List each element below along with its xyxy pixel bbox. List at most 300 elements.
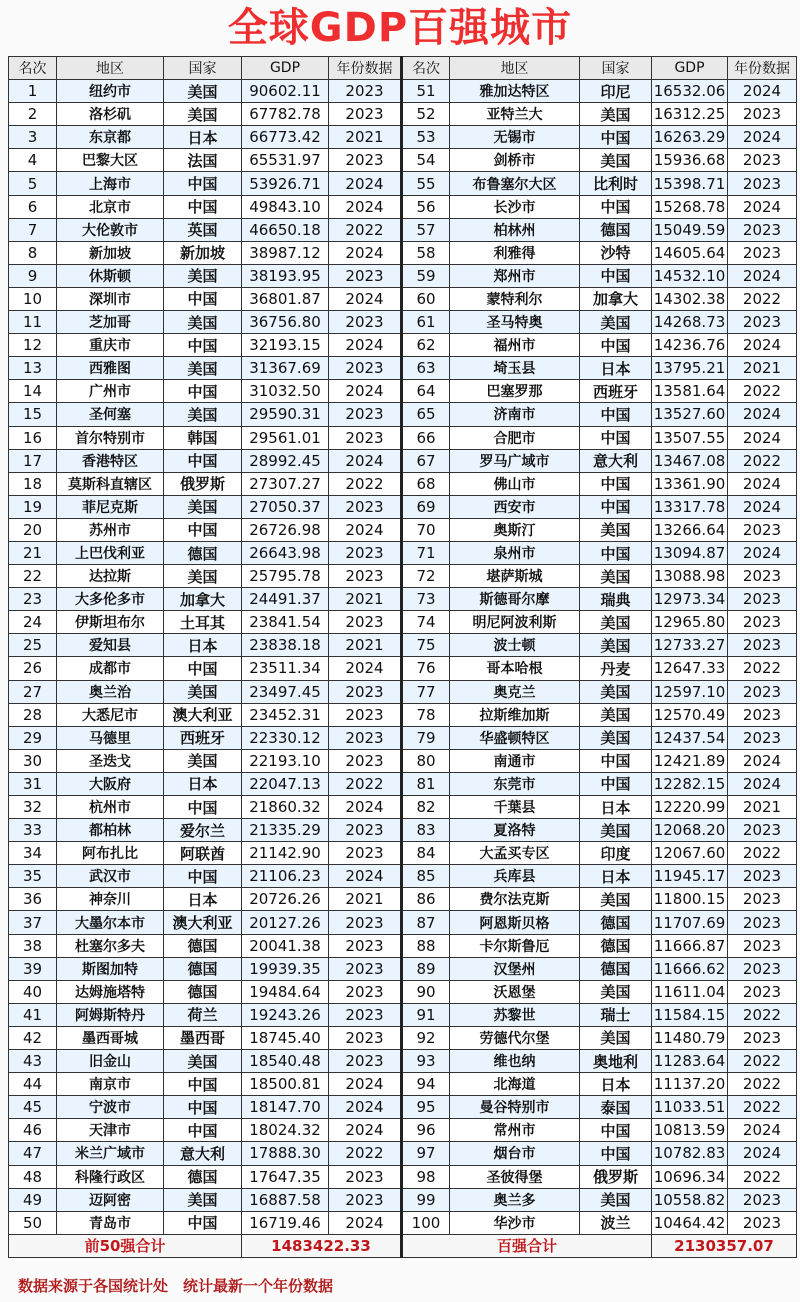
cell-country: 德国: [164, 541, 242, 564]
header-rank: 名次: [402, 57, 450, 80]
cell-country: 德国: [164, 1165, 242, 1188]
cell-year: 2023: [728, 703, 797, 726]
cell-gdp: 13361.90: [652, 472, 728, 495]
cell-gdp: 13581.64: [652, 380, 728, 403]
table-body: [9, 80, 797, 1235]
cell-gdp: 12973.34: [652, 588, 728, 611]
cell-gdp: 31367.69: [242, 357, 329, 380]
table-row: [9, 103, 797, 126]
cell-gdp: 12965.80: [652, 611, 728, 634]
cell-region: 亚特兰大: [450, 103, 580, 126]
cell-rank: 18: [9, 472, 57, 495]
cell-year: 2022: [329, 472, 402, 495]
cell-region: 奥兰多: [450, 1188, 580, 1211]
cell-region: 千葉县: [450, 796, 580, 819]
table-row: [9, 126, 797, 149]
cell-country: 中国: [164, 1096, 242, 1119]
cell-gdp: 12733.27: [652, 634, 728, 657]
cell-country: 中国: [580, 126, 652, 149]
cell-country: 美国: [580, 888, 652, 911]
cell-year: 2022: [728, 657, 797, 680]
cell-country: 德国: [580, 911, 652, 934]
cell-rank: 34: [9, 842, 57, 865]
table-row: [9, 472, 797, 495]
cell-gdp: 38193.95: [242, 264, 329, 287]
cell-region: 郑州市: [450, 264, 580, 287]
table-row: [9, 634, 797, 657]
cell-gdp: 31032.50: [242, 380, 329, 403]
cell-region: 青岛市: [57, 1211, 164, 1234]
cell-region: 罗马广域市: [450, 449, 580, 472]
cell-year: 2023: [728, 1188, 797, 1211]
table-row: [9, 495, 797, 518]
cell-year: 2021: [329, 126, 402, 149]
cell-region: 达拉斯: [57, 565, 164, 588]
cell-country: 西班牙: [580, 380, 652, 403]
cell-gdp: 10558.82: [652, 1188, 728, 1211]
table-row: [9, 357, 797, 380]
cell-gdp: 18745.40: [242, 1026, 329, 1049]
cell-region: 西雅图: [57, 357, 164, 380]
cell-rank: 78: [402, 703, 450, 726]
table-row: [9, 1119, 797, 1142]
cell-year: 2024: [329, 241, 402, 264]
cell-rank: 20: [9, 518, 57, 541]
cell-region: 菲尼克斯: [57, 495, 164, 518]
cell-country: 墨西哥: [164, 1026, 242, 1049]
cell-gdp: 13795.21: [652, 357, 728, 380]
cell-rank: 24: [9, 611, 57, 634]
top100-total-label: 百强合计: [402, 1234, 652, 1257]
cell-year: 2024: [329, 172, 402, 195]
cell-gdp: 15049.59: [652, 218, 728, 241]
cell-year: 2023: [728, 241, 797, 264]
cell-country: 印度: [580, 842, 652, 865]
cell-region: 大伦敦市: [57, 218, 164, 241]
cell-country: 中国: [580, 1142, 652, 1165]
cell-region: 阿布扎比: [57, 842, 164, 865]
cell-country: 印尼: [580, 80, 652, 103]
cell-gdp: 36801.87: [242, 287, 329, 310]
cell-rank: 2: [9, 103, 57, 126]
cell-country: 美国: [580, 634, 652, 657]
cell-region: 科隆行政区: [57, 1165, 164, 1188]
cell-year: 2023: [329, 495, 402, 518]
cell-rank: 54: [402, 149, 450, 172]
cell-year: 2024: [728, 495, 797, 518]
cell-country: 奥地利: [580, 1050, 652, 1073]
cell-year: 2023: [329, 103, 402, 126]
cell-year: 2021: [329, 634, 402, 657]
cell-region: 大多伦多市: [57, 588, 164, 611]
top100-total-value: 2130357.07: [652, 1234, 797, 1257]
cell-rank: 45: [9, 1096, 57, 1119]
cell-year: 2022: [329, 218, 402, 241]
cell-year: 2024: [329, 287, 402, 310]
cell-country: 美国: [164, 311, 242, 334]
cell-gdp: 12282.15: [652, 772, 728, 795]
cell-gdp: 14605.64: [652, 241, 728, 264]
cell-year: 2023: [728, 911, 797, 934]
cell-region: 圣何塞: [57, 403, 164, 426]
cell-gdp: 14236.76: [652, 334, 728, 357]
table-row: [9, 426, 797, 449]
cell-region: 卡尔斯鲁厄: [450, 934, 580, 957]
cell-gdp: 12437.54: [652, 726, 728, 749]
cell-rank: 73: [402, 588, 450, 611]
cell-country: 中国: [164, 449, 242, 472]
cell-rank: 62: [402, 334, 450, 357]
cell-gdp: 15936.68: [652, 149, 728, 172]
cell-rank: 75: [402, 634, 450, 657]
cell-country: 俄罗斯: [164, 472, 242, 495]
cell-rank: 77: [402, 680, 450, 703]
cell-year: 2023: [329, 1003, 402, 1026]
cell-region: 剑桥市: [450, 149, 580, 172]
cell-gdp: 11480.79: [652, 1026, 728, 1049]
cell-region: 墨西哥城: [57, 1026, 164, 1049]
cell-region: 圣彼得堡: [450, 1165, 580, 1188]
table-row: [9, 380, 797, 403]
cell-region: 洛杉矶: [57, 103, 164, 126]
cell-year: 2024: [728, 772, 797, 795]
cell-country: 中国: [580, 541, 652, 564]
cell-year: 2023: [329, 680, 402, 703]
cell-year: 2024: [728, 403, 797, 426]
cell-country: 美国: [164, 495, 242, 518]
cell-year: 2021: [728, 796, 797, 819]
cell-gdp: 12647.33: [652, 657, 728, 680]
table-row: [9, 1188, 797, 1211]
cell-region: 阿姆斯特丹: [57, 1003, 164, 1026]
cell-region: 苏黎世: [450, 1003, 580, 1026]
cell-country: 美国: [164, 565, 242, 588]
cell-country: 法国: [164, 149, 242, 172]
header-region: 地区: [57, 57, 164, 80]
cell-region: 波士顿: [450, 634, 580, 657]
cell-year: 2024: [329, 518, 402, 541]
cell-gdp: 32193.15: [242, 334, 329, 357]
cell-country: 中国: [164, 380, 242, 403]
cell-year: 2024: [728, 264, 797, 287]
cell-year: 2023: [329, 264, 402, 287]
cell-rank: 79: [402, 726, 450, 749]
cell-gdp: 17888.30: [242, 1142, 329, 1165]
cell-gdp: 12421.89: [652, 749, 728, 772]
table-row: [9, 1050, 797, 1073]
cell-rank: 16: [9, 426, 57, 449]
cell-region: 奥克兰: [450, 680, 580, 703]
cell-year: 2024: [329, 449, 402, 472]
cell-region: 西安市: [450, 495, 580, 518]
cell-gdp: 13317.78: [652, 495, 728, 518]
cell-rank: 58: [402, 241, 450, 264]
cell-region: 利雅得: [450, 241, 580, 264]
cell-region: 神奈川: [57, 888, 164, 911]
cell-year: 2024: [728, 1119, 797, 1142]
cell-region: 福州市: [450, 334, 580, 357]
cell-region: 深圳市: [57, 287, 164, 310]
cell-country: 德国: [580, 218, 652, 241]
cell-gdp: 11666.62: [652, 957, 728, 980]
cell-rank: 38: [9, 934, 57, 957]
cell-year: 2024: [329, 796, 402, 819]
cell-year: 2024: [329, 865, 402, 888]
cell-gdp: 23497.45: [242, 680, 329, 703]
cell-gdp: 13527.60: [652, 403, 728, 426]
cell-region: 华沙市: [450, 1211, 580, 1234]
cell-rank: 86: [402, 888, 450, 911]
cell-rank: 60: [402, 287, 450, 310]
cell-year: 2024: [329, 195, 402, 218]
cell-year: 2023: [728, 865, 797, 888]
cell-gdp: 65531.97: [242, 149, 329, 172]
table-row: [9, 311, 797, 334]
cell-country: 中国: [580, 495, 652, 518]
cell-country: 中国: [580, 403, 652, 426]
cell-year: 2022: [728, 1073, 797, 1096]
cell-region: 泉州市: [450, 541, 580, 564]
cell-country: 意大利: [164, 1142, 242, 1165]
table-row: [9, 611, 797, 634]
cell-region: 伊斯坦布尔: [57, 611, 164, 634]
cell-rank: 42: [9, 1026, 57, 1049]
cell-country: 瑞典: [580, 588, 652, 611]
cell-rank: 87: [402, 911, 450, 934]
cell-year: 2022: [728, 287, 797, 310]
table-row: [9, 264, 797, 287]
header-rank: 名次: [9, 57, 57, 80]
cell-year: 2023: [728, 980, 797, 1003]
cell-region: 东京都: [57, 126, 164, 149]
cell-year: 2023: [728, 149, 797, 172]
cell-region: 米兰广域市: [57, 1142, 164, 1165]
cell-gdp: 11666.87: [652, 934, 728, 957]
cell-region: 巴黎大区: [57, 149, 164, 172]
cell-gdp: 18500.81: [242, 1073, 329, 1096]
cell-country: 美国: [580, 149, 652, 172]
cell-region: 纽约市: [57, 80, 164, 103]
cell-year: 2023: [728, 819, 797, 842]
cell-rank: 17: [9, 449, 57, 472]
cell-country: 澳大利亚: [164, 703, 242, 726]
cell-rank: 90: [402, 980, 450, 1003]
cell-country: 中国: [580, 264, 652, 287]
cell-country: 中国: [580, 334, 652, 357]
cell-rank: 26: [9, 657, 57, 680]
cell-year: 2021: [728, 357, 797, 380]
cell-rank: 83: [402, 819, 450, 842]
cell-country: 美国: [164, 680, 242, 703]
cell-rank: 61: [402, 311, 450, 334]
cell-country: 美国: [164, 264, 242, 287]
cell-rank: 37: [9, 911, 57, 934]
gdp-ranking-table: [8, 56, 797, 1258]
cell-country: 日本: [580, 865, 652, 888]
cell-country: 美国: [164, 80, 242, 103]
cell-gdp: 21142.90: [242, 842, 329, 865]
cell-gdp: 21106.23: [242, 865, 329, 888]
cell-gdp: 13467.08: [652, 449, 728, 472]
cell-rank: 97: [402, 1142, 450, 1165]
cell-gdp: 12067.60: [652, 842, 728, 865]
cell-rank: 56: [402, 195, 450, 218]
cell-country: 德国: [164, 980, 242, 1003]
cell-country: 中国: [580, 195, 652, 218]
cell-region: 南京市: [57, 1073, 164, 1096]
cell-gdp: 10813.59: [652, 1119, 728, 1142]
cell-rank: 12: [9, 334, 57, 357]
cell-rank: 5: [9, 172, 57, 195]
cell-year: 2023: [329, 819, 402, 842]
cell-country: 美国: [164, 103, 242, 126]
cell-gdp: 27050.37: [242, 495, 329, 518]
cell-year: 2022: [728, 1165, 797, 1188]
cell-country: 德国: [580, 934, 652, 957]
cell-gdp: 49843.10: [242, 195, 329, 218]
table-row: [9, 657, 797, 680]
cell-rank: 14: [9, 380, 57, 403]
cell-year: 2023: [329, 565, 402, 588]
cell-rank: 9: [9, 264, 57, 287]
top50-total-value: 1483422.33: [242, 1234, 402, 1257]
cell-country: 美国: [580, 565, 652, 588]
cell-year: 2024: [329, 1211, 402, 1234]
cell-rank: 67: [402, 449, 450, 472]
cell-country: 美国: [164, 403, 242, 426]
cell-gdp: 14302.38: [652, 287, 728, 310]
cell-rank: 39: [9, 957, 57, 980]
cell-gdp: 11033.51: [652, 1096, 728, 1119]
table-row: [9, 403, 797, 426]
cell-rank: 29: [9, 726, 57, 749]
cell-year: 2022: [728, 449, 797, 472]
cell-region: 旧金山: [57, 1050, 164, 1073]
cell-rank: 88: [402, 934, 450, 957]
cell-country: 加拿大: [580, 287, 652, 310]
cell-year: 2024: [329, 380, 402, 403]
cell-gdp: 15398.71: [652, 172, 728, 195]
table-row: [9, 287, 797, 310]
cell-gdp: 25795.78: [242, 565, 329, 588]
table-row: [9, 334, 797, 357]
table-row: [9, 1073, 797, 1096]
cell-region: 沃恩堡: [450, 980, 580, 1003]
cell-region: 曼谷特别市: [450, 1096, 580, 1119]
cell-country: 日本: [164, 634, 242, 657]
cell-year: 2023: [728, 957, 797, 980]
cell-region: 天津市: [57, 1119, 164, 1142]
cell-year: 2023: [329, 541, 402, 564]
footer-note: 数据来源于各国统计处 统计最新一个年份数据: [18, 1277, 334, 1295]
cell-year: 2023: [329, 311, 402, 334]
cell-rank: 22: [9, 565, 57, 588]
table-row: [9, 796, 797, 819]
cell-year: 2023: [329, 1026, 402, 1049]
cell-country: 中国: [164, 334, 242, 357]
header-country: 国家: [164, 57, 242, 80]
cell-year: 2023: [728, 726, 797, 749]
cell-region: 巴塞罗那: [450, 380, 580, 403]
cell-year: 2023: [728, 218, 797, 241]
cell-gdp: 10696.34: [652, 1165, 728, 1188]
table-row: [9, 218, 797, 241]
cell-year: 2021: [329, 588, 402, 611]
cell-rank: 1: [9, 80, 57, 103]
cell-country: 中国: [580, 749, 652, 772]
cell-gdp: 12570.49: [652, 703, 728, 726]
cell-rank: 92: [402, 1026, 450, 1049]
cell-region: 杭州市: [57, 796, 164, 819]
cell-gdp: 16887.58: [242, 1188, 329, 1211]
cell-rank: 84: [402, 842, 450, 865]
cell-year: 2024: [728, 472, 797, 495]
cell-region: 马德里: [57, 726, 164, 749]
header-gdp: GDP: [242, 57, 329, 80]
cell-year: 2023: [329, 934, 402, 957]
table-row: [9, 842, 797, 865]
cell-gdp: 12597.10: [652, 680, 728, 703]
cell-country: 中国: [164, 796, 242, 819]
cell-region: 圣马特奥: [450, 311, 580, 334]
cell-gdp: 22047.13: [242, 772, 329, 795]
cell-rank: 23: [9, 588, 57, 611]
cell-region: 汉堡州: [450, 957, 580, 980]
cell-country: 中国: [164, 865, 242, 888]
table-header-row: [9, 57, 797, 80]
cell-region: 首尔特别市: [57, 426, 164, 449]
cell-year: 2023: [728, 518, 797, 541]
cell-gdp: 90602.11: [242, 80, 329, 103]
header-country: 国家: [580, 57, 652, 80]
cell-region: 华盛顿特区: [450, 726, 580, 749]
cell-region: 新加坡: [57, 241, 164, 264]
cell-country: 德国: [164, 934, 242, 957]
cell-region: 苏州市: [57, 518, 164, 541]
cell-gdp: 13088.98: [652, 565, 728, 588]
cell-rank: 81: [402, 772, 450, 795]
table-row: [9, 80, 797, 103]
cell-rank: 98: [402, 1165, 450, 1188]
cell-rank: 55: [402, 172, 450, 195]
cell-year: 2023: [728, 172, 797, 195]
cell-rank: 30: [9, 749, 57, 772]
cell-region: 北海道: [450, 1073, 580, 1096]
cell-country: 德国: [580, 957, 652, 980]
header-year: 年份数据: [329, 57, 402, 80]
cell-region: 圣迭戈: [57, 749, 164, 772]
table-row: [9, 888, 797, 911]
cell-year: 2024: [329, 1119, 402, 1142]
cell-region: 重庆市: [57, 334, 164, 357]
cell-year: 2023: [728, 634, 797, 657]
cell-gdp: 21335.29: [242, 819, 329, 842]
cell-country: 美国: [580, 703, 652, 726]
cell-rank: 4: [9, 149, 57, 172]
cell-rank: 8: [9, 241, 57, 264]
table-row: [9, 680, 797, 703]
table-row: [9, 865, 797, 888]
cell-rank: 99: [402, 1188, 450, 1211]
cell-region: 柏林州: [450, 218, 580, 241]
cell-country: 俄罗斯: [580, 1165, 652, 1188]
cell-country: 日本: [164, 126, 242, 149]
cell-country: 美国: [580, 1026, 652, 1049]
cell-country: 中国: [164, 518, 242, 541]
cell-gdp: 36756.80: [242, 311, 329, 334]
cell-gdp: 21860.32: [242, 796, 329, 819]
table-row: [9, 449, 797, 472]
